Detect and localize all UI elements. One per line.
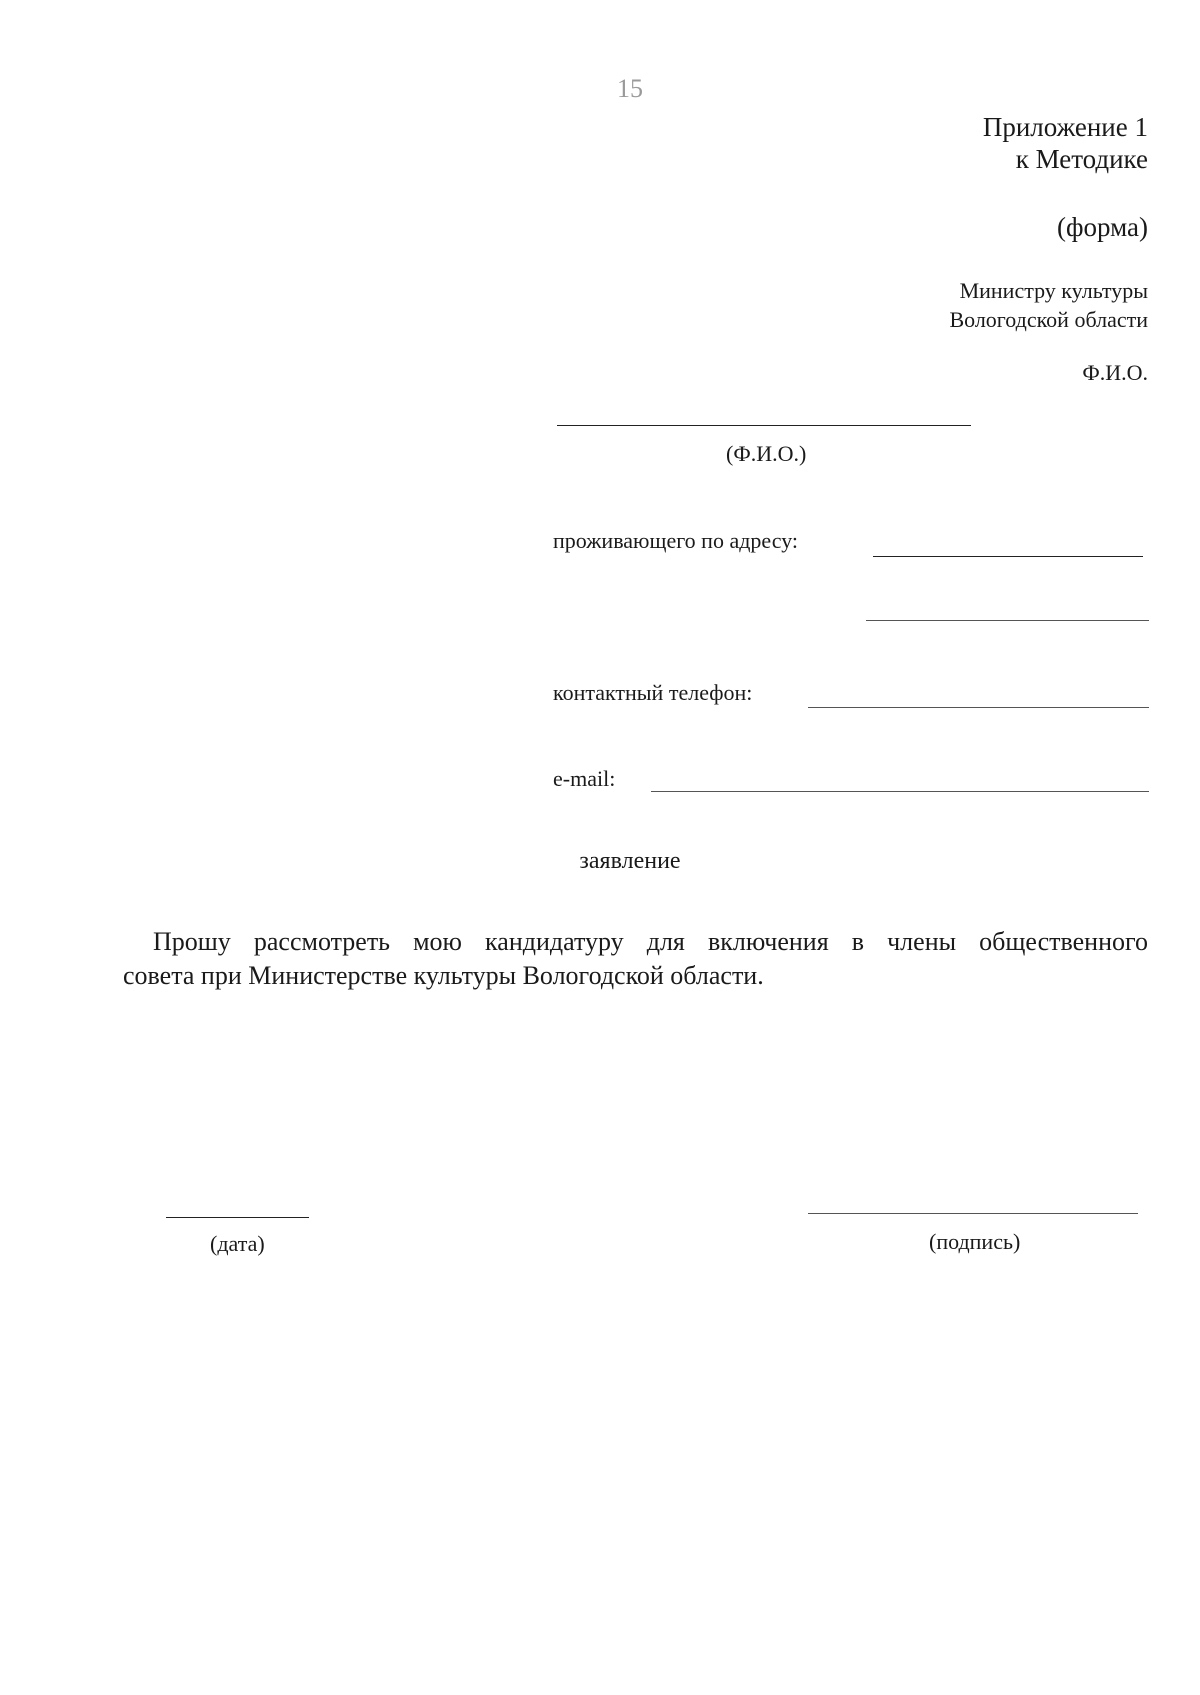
form-label: (форма) — [1057, 212, 1148, 242]
address-field-line-2[interactable] — [866, 620, 1149, 621]
addressee-fio: Ф.И.О. — [1082, 360, 1148, 385]
page-number: 15 — [617, 74, 643, 103]
applicant-fio-line[interactable] — [557, 425, 971, 426]
statement-body-line-1: Прошу рассмотреть мою кандидатуру для включения в члены общественного — [153, 927, 1148, 956]
appendix-title: Приложение 1 — [982, 112, 1148, 142]
date-field-line[interactable] — [166, 1217, 309, 1218]
date-caption: (дата) — [210, 1231, 265, 1256]
statement-body-line-2: совета при Министерстве культуры Вологодской области. — [123, 961, 764, 990]
statement-title: заявление — [579, 848, 681, 874]
addressee-line-2: Вологодской области — [949, 307, 1148, 332]
phone-field-line[interactable] — [808, 707, 1149, 708]
email-label: e-mail: — [553, 766, 616, 791]
signature-field-line[interactable] — [808, 1213, 1138, 1214]
address-label: проживающего по адресу: — [553, 528, 799, 553]
address-field-line-1[interactable] — [873, 556, 1143, 557]
statement-body — [123, 925, 1148, 993]
appendix-subtitle: к Методике — [1015, 144, 1148, 174]
email-field-line[interactable] — [651, 791, 1149, 792]
signature-caption: (подпись) — [929, 1229, 1021, 1254]
addressee-line-1: Министру культуры — [959, 278, 1148, 303]
applicant-fio-caption: (Ф.И.О.) — [726, 441, 807, 466]
phone-label: контактный телефон: — [553, 680, 753, 705]
